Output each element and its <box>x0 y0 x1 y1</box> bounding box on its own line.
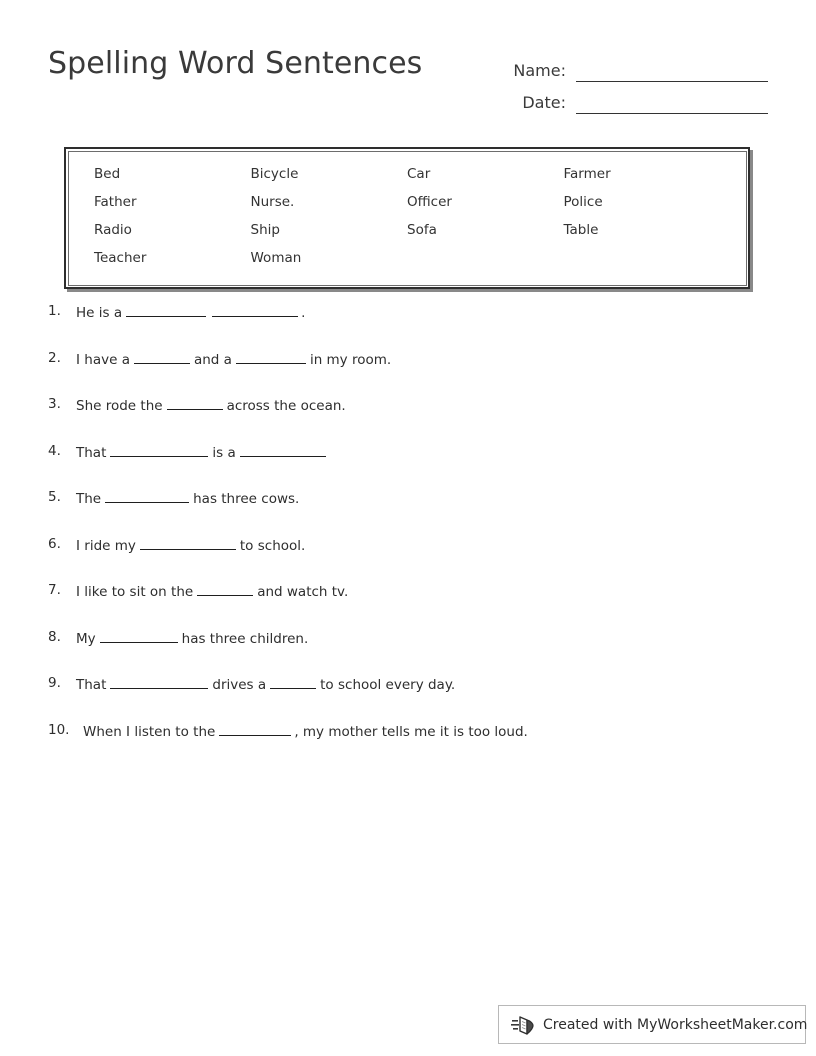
sentence-text: That <box>76 677 107 693</box>
word-bank-word: Car <box>407 166 431 183</box>
word-bank-word: Nurse. <box>250 194 295 211</box>
sentence-item <box>48 303 776 350</box>
answer-blank[interactable] <box>219 722 291 736</box>
sentence-number: 9. <box>48 675 61 691</box>
sentence-item <box>48 675 776 722</box>
sentence-item <box>48 350 776 397</box>
sentence-number: 10. <box>48 721 70 738</box>
sentence-body <box>75 582 349 600</box>
sentence-item <box>48 629 776 676</box>
word-bank-row <box>94 189 720 217</box>
answer-blank[interactable] <box>100 629 178 643</box>
sentence-body <box>75 443 329 461</box>
answer-blank[interactable] <box>134 350 190 364</box>
date-row <box>488 82 768 114</box>
name-input[interactable] <box>576 61 768 82</box>
sentence-number: 4. <box>48 442 61 459</box>
answer-blank[interactable] <box>240 443 326 457</box>
sentence-text: drives a <box>212 677 267 693</box>
word-bank-word: Ship <box>250 222 280 239</box>
word-bank-grid <box>66 149 748 287</box>
date-input[interactable] <box>576 93 768 114</box>
word-bank-row <box>94 161 720 189</box>
sentence-item <box>48 722 776 769</box>
sentence-text: across the ocean. <box>226 398 346 414</box>
worksheet-header <box>48 46 768 126</box>
worksheet-maker-badge[interactable] <box>498 1005 806 1044</box>
sentence-item <box>48 536 776 583</box>
sentence-text: I like to sit on the <box>76 584 194 600</box>
answer-blank[interactable] <box>270 675 316 689</box>
sentence-item <box>48 582 776 629</box>
sentence-text: I ride my <box>76 537 136 554</box>
word-bank-row <box>94 217 720 245</box>
sentence-text: She rode the <box>76 398 163 414</box>
word-bank-word: Father <box>94 194 137 211</box>
answer-blank[interactable] <box>126 303 206 317</box>
sentence-number: 2. <box>48 349 61 366</box>
answer-blank[interactable] <box>110 675 208 689</box>
sentence-number: 8. <box>48 628 61 645</box>
sentence-number: 5. <box>48 489 61 505</box>
word-bank-word: Farmer <box>563 166 611 183</box>
sentence-body <box>75 396 347 414</box>
sentence-text: The <box>76 491 102 507</box>
name-date-block <box>488 50 768 114</box>
sentence-body <box>75 350 392 368</box>
sentence-body <box>75 629 309 647</box>
sentence-list <box>48 303 776 768</box>
sentence-number: 3. <box>48 396 61 412</box>
sentence-text: . <box>301 305 306 321</box>
sentence-body <box>75 489 300 507</box>
sentence-body <box>82 722 528 740</box>
sentence-text: has three children. <box>181 630 309 647</box>
worksheet-maker-logo-icon <box>511 1013 535 1037</box>
sentence-text: has three cows. <box>193 491 300 507</box>
sentence-text: in my room. <box>309 351 392 368</box>
word-bank-word: Sofa <box>407 222 437 239</box>
date-label: Date: <box>522 93 566 112</box>
sentence-text: , my mother tells me it is too loud. <box>294 723 528 740</box>
word-bank-container <box>64 147 750 289</box>
word-bank-word: Teacher <box>94 250 147 267</box>
word-bank-word: Woman <box>250 250 302 267</box>
sentence-text: to school every day. <box>320 677 456 693</box>
sentence-body <box>75 303 305 321</box>
word-bank-word: Officer <box>407 194 452 211</box>
sentence-text: to school. <box>239 537 306 554</box>
sentence-number: 6. <box>48 535 61 552</box>
word-bank-word: Radio <box>94 222 132 239</box>
sentence-body <box>75 675 456 693</box>
name-row <box>488 50 768 82</box>
sentence-text: That <box>76 444 107 461</box>
word-bank-word: Table <box>563 222 599 239</box>
answer-blank[interactable] <box>105 489 189 503</box>
sentence-text: When I listen to the <box>83 723 216 740</box>
sentence-text: and a <box>193 351 232 368</box>
sentence-item <box>48 396 776 443</box>
answer-blank[interactable] <box>212 303 298 317</box>
word-bank-word: Bicycle <box>250 166 299 183</box>
sentence-text: is a <box>212 444 236 461</box>
sentence-text: My <box>76 630 96 647</box>
word-bank-word: Bed <box>94 166 121 183</box>
sentence-body <box>75 536 306 554</box>
answer-blank[interactable] <box>167 396 223 410</box>
page-title: Spelling Word Sentences <box>48 46 423 81</box>
answer-blank[interactable] <box>236 350 306 364</box>
sentence-item <box>48 443 776 490</box>
sentence-text: He is a <box>76 305 123 321</box>
name-label: Name: <box>513 61 566 80</box>
badge-label: Created with MyWorksheetMaker.com <box>543 1016 808 1033</box>
sentence-item <box>48 489 776 536</box>
answer-blank[interactable] <box>110 443 208 457</box>
word-bank-word: Police <box>563 194 603 211</box>
sentence-text: I have a <box>76 351 130 368</box>
sentence-text: and watch tv. <box>257 584 349 600</box>
answer-blank[interactable] <box>197 582 253 596</box>
sentence-number: 7. <box>48 582 61 598</box>
answer-blank[interactable] <box>140 536 236 550</box>
word-bank <box>64 147 750 289</box>
sentence-number: 1. <box>48 303 61 319</box>
word-bank-row <box>94 245 720 273</box>
